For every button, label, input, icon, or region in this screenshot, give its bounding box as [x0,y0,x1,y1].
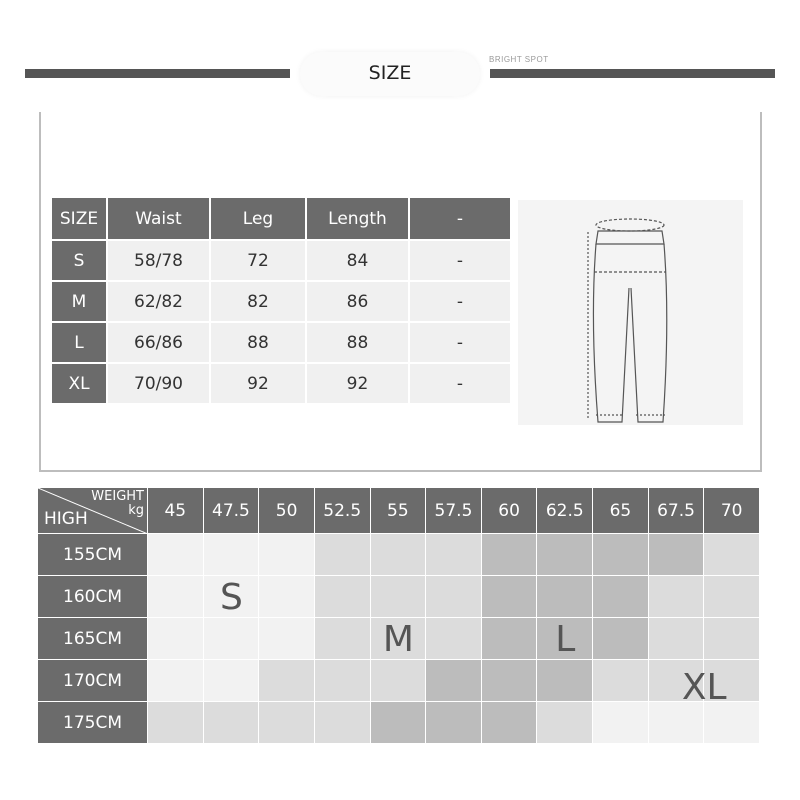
size-zone-label: L [555,618,576,660]
size-grid-cell [649,534,705,576]
weight-column-header: 60 [482,488,538,534]
weight-column-header: 50 [259,488,315,534]
table-cell: 84 [307,241,410,282]
height-row-label: 175CM [38,702,148,744]
weight-column-header: 62.5 [537,488,593,534]
size-label: XL [52,364,108,405]
weight-column-header: 55 [371,488,427,534]
table-cell: - [410,241,510,282]
table-cell: 92 [211,364,307,405]
page-title: SIZE [368,62,412,84]
size-grid-cell [204,660,260,702]
weight-column-header: 70 [704,488,760,534]
size-table-header: Leg [211,198,307,239]
size-grid-cell [426,660,482,702]
corner-weight-text: WEIGHT [91,489,144,504]
size-label: S [52,241,108,282]
height-row-label: 155CM [38,534,148,576]
size-grid-cell [482,660,538,702]
table-cell: 88 [211,323,307,364]
size-grid-cell [259,618,315,660]
size-grid-cell [593,660,649,702]
size-grid-cell [482,702,538,744]
size-zone-label: M [382,618,414,660]
size-grid-cell [426,702,482,744]
size-grid-cell [593,702,649,744]
corner-weight-label [91,490,144,518]
size-table-header: SIZE [52,198,108,239]
size-grid-cell [148,534,204,576]
size-grid-cell [315,702,371,744]
weight-column-header: 52.5 [315,488,371,534]
size-grid-cell [259,660,315,702]
size-grid-cell [204,534,260,576]
size-grid-cell [704,534,760,576]
table-cell: - [410,282,510,323]
header-bar-left [25,69,290,78]
size-grid-cell [593,534,649,576]
height-row-label: 170CM [38,660,148,702]
size-grid-cell [649,576,705,618]
weight-column-header: 67.5 [649,488,705,534]
pants-measurement-illustration [518,200,743,425]
size-grid-cell [537,576,593,618]
table-cell: 62/82 [108,282,211,323]
height-row-label: 165CM [38,618,148,660]
table-row [52,282,510,323]
weight-column-header: 57.5 [426,488,482,534]
corner-high-label: HIGH [44,509,88,529]
size-grid-cell [593,576,649,618]
size-grid-cell [259,534,315,576]
size-grid-cell [259,702,315,744]
size-table-header: Waist [108,198,211,239]
size-grid-cell [426,618,482,660]
size-grid-cell [482,618,538,660]
weight-height-size-grid [38,488,760,744]
size-grid-cell [426,576,482,618]
size-table-header: - [410,198,510,239]
size-zone-label: S [219,576,243,618]
table-cell: - [410,364,510,405]
table-cell: 88 [307,323,410,364]
weight-column-header: 47.5 [204,488,260,534]
size-grid-cell [371,534,427,576]
size-grid-cell [148,576,204,618]
size-grid-cell [704,576,760,618]
weight-column-header: 45 [148,488,204,534]
grid-corner-header [38,488,148,534]
table-cell: 72 [211,241,307,282]
page-subtitle: BRIGHT SPOT [489,55,549,64]
size-grid-cell [371,702,427,744]
corner-unit-text: kg [128,503,144,518]
pants-icon [518,200,743,425]
table-cell: 92 [307,364,410,405]
size-grid-cell [482,576,538,618]
size-table-header-row [52,198,510,239]
size-grid-cell [148,618,204,660]
size-grid-cell [593,618,649,660]
size-grid-cell [315,660,371,702]
size-grid-cell [148,660,204,702]
table-row [52,323,510,364]
weight-column-header: 65 [593,488,649,534]
size-grid-cell [537,660,593,702]
size-grid-cell [204,702,260,744]
size-label: L [52,323,108,364]
table-row [52,364,510,405]
table-cell: 58/78 [108,241,211,282]
size-grid-cell [704,702,760,744]
size-grid-cell [704,618,760,660]
table-cell: 82 [211,282,307,323]
size-grid-cell [649,618,705,660]
size-grid-cell [259,576,315,618]
header-bar-right [490,69,775,78]
height-row-label: 160CM [38,576,148,618]
size-grid-cell [426,534,482,576]
table-cell: - [410,323,510,364]
size-grid-cell [204,618,260,660]
size-table-header: Length [307,198,410,239]
table-cell: 70/90 [108,364,211,405]
table-cell: 86 [307,282,410,323]
size-grid-cell [482,534,538,576]
size-table [52,198,510,408]
size-grid-cell [537,534,593,576]
size-grid-cell [148,702,204,744]
table-row [52,241,510,282]
size-grid-cell [371,576,427,618]
size-grid-cell [649,702,705,744]
size-grid-cell [315,576,371,618]
table-cell: 66/86 [108,323,211,364]
size-grid-cell [315,534,371,576]
size-zone-label: XL [681,666,727,708]
size-grid-cell [315,618,371,660]
size-label: M [52,282,108,323]
size-grid-cell [371,660,427,702]
size-grid-cell [537,702,593,744]
